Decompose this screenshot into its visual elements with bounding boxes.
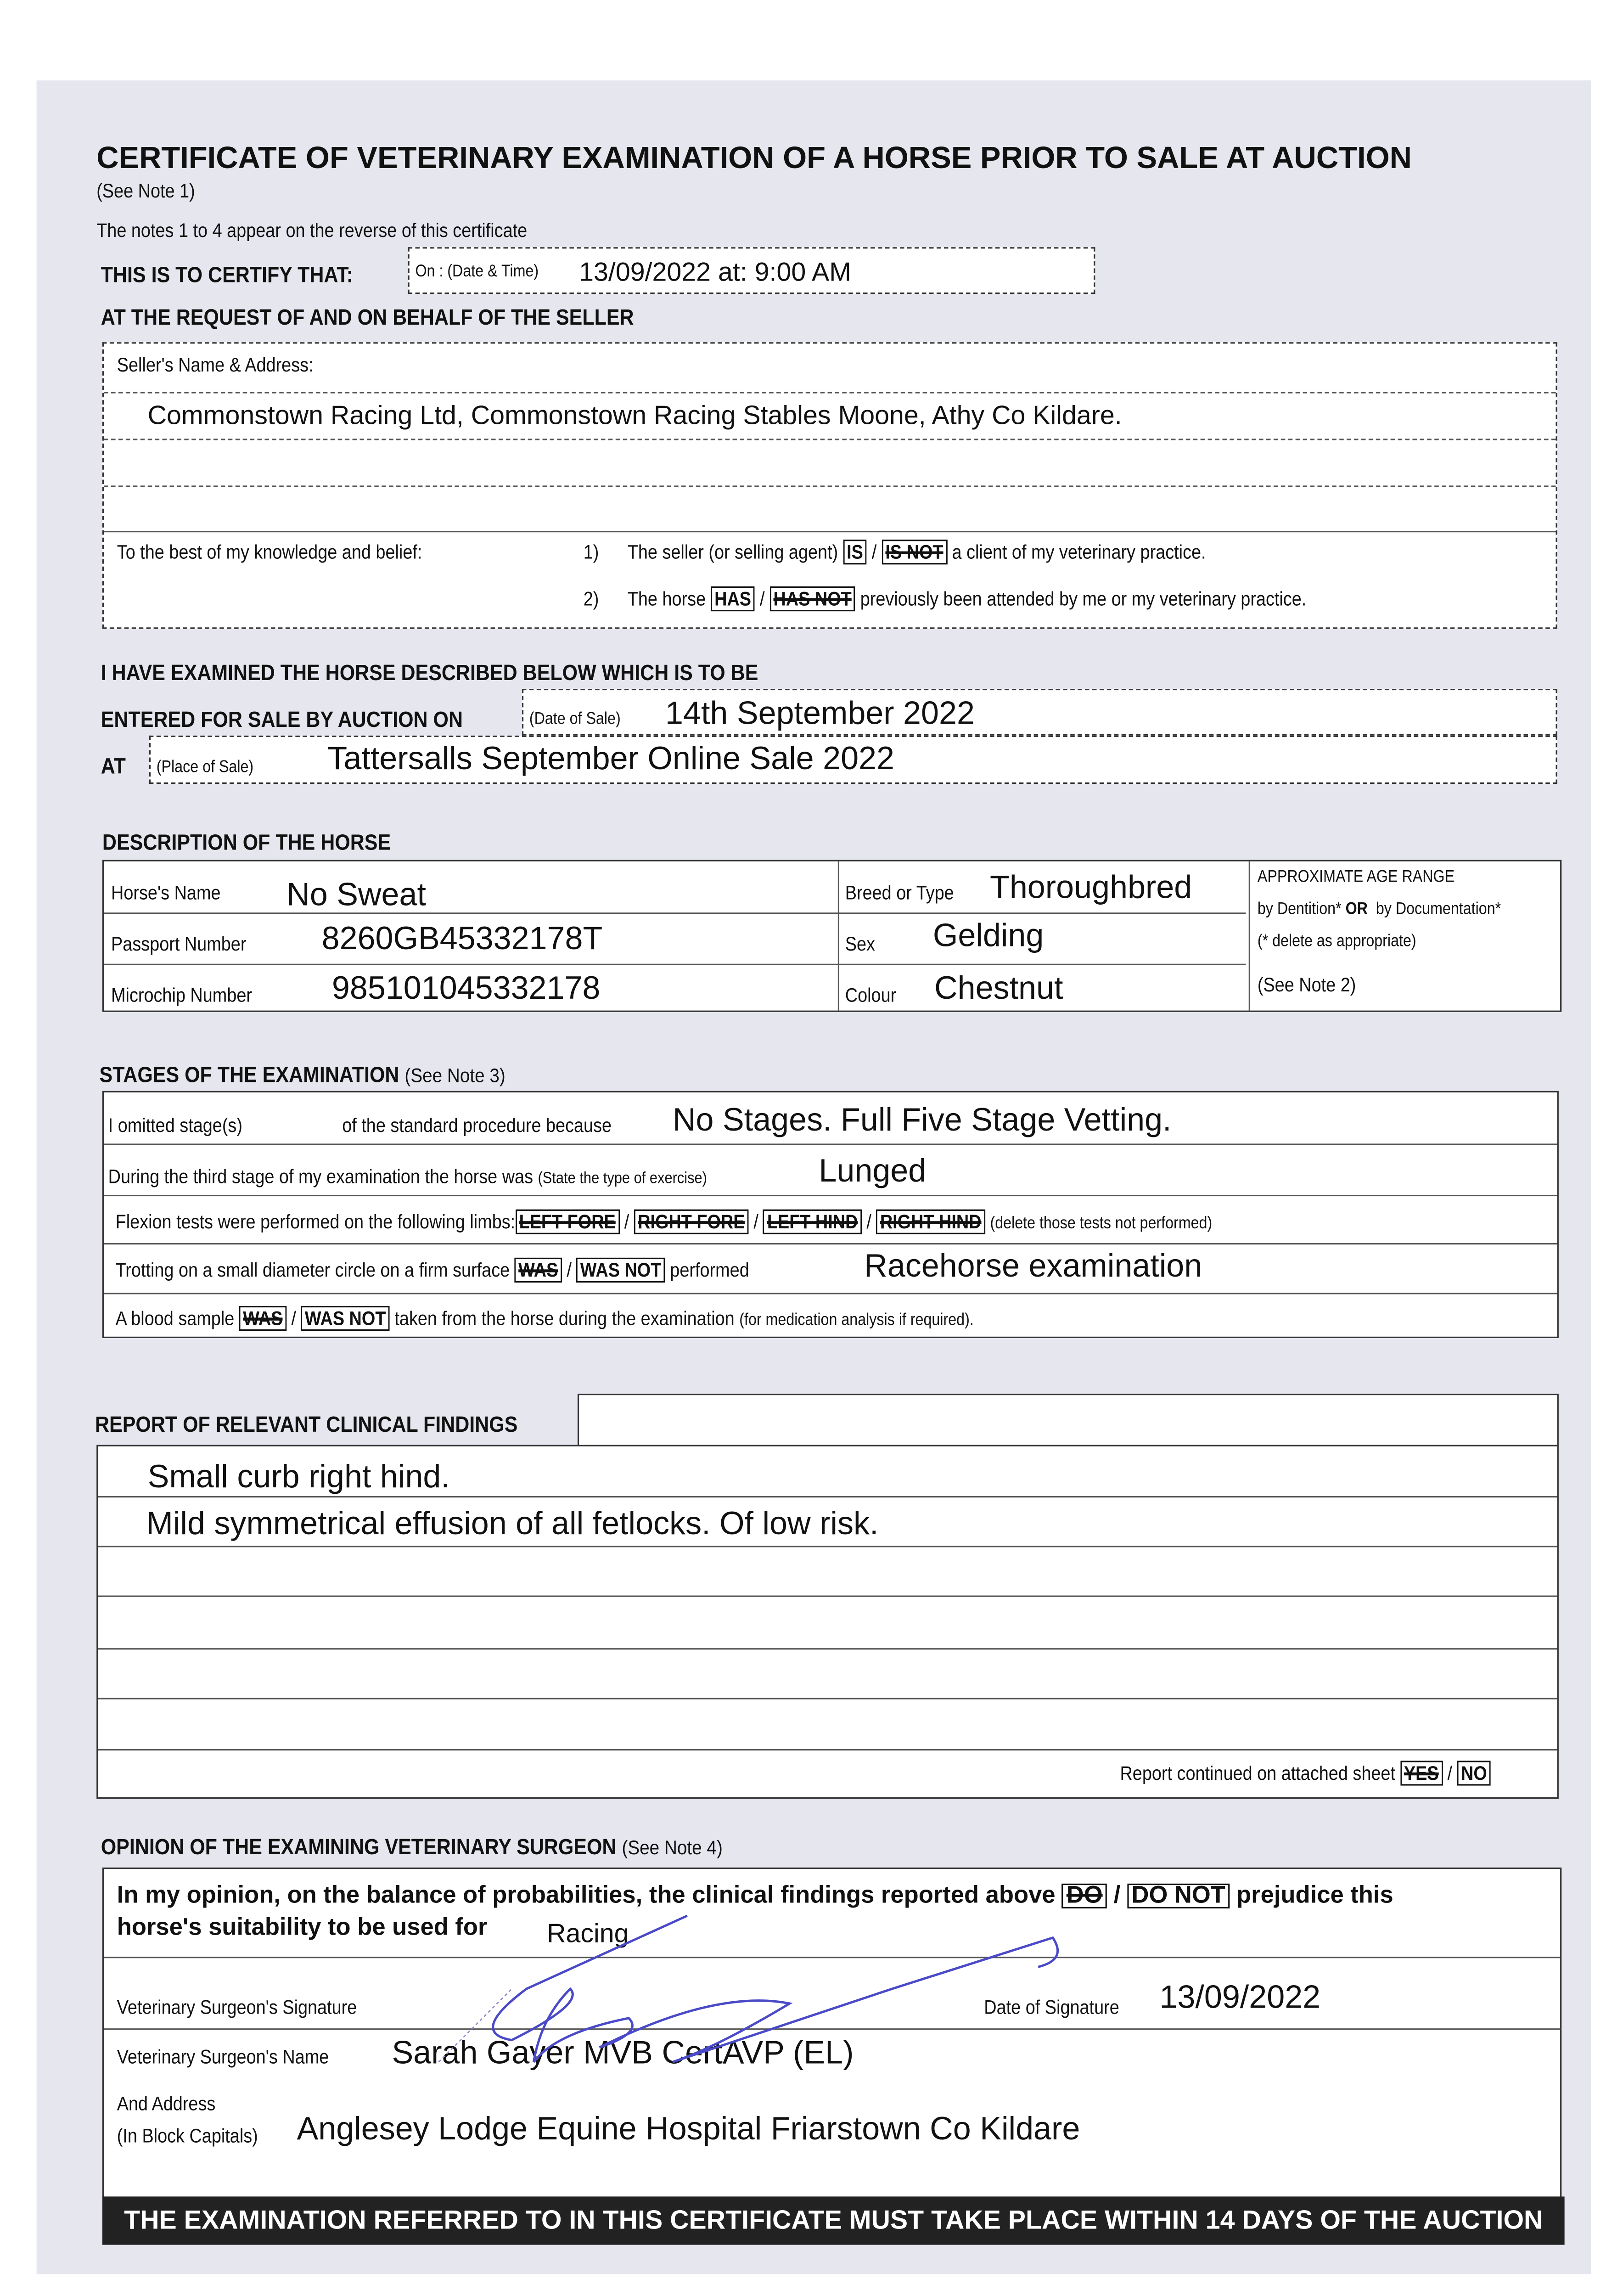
third-stage-label: During the third stage of my examination the horse was (State the type of exercise) [108,1165,707,1187]
horse-table [102,860,1561,1012]
age-delete-note: (* delete as appropriate) [1257,933,1416,951]
sale-date-value: 14th September 2022 [665,694,975,732]
address-note: (In Block Capitals) [117,2125,258,2147]
age-range-method: by Dentition* OR by Documentation* [1257,900,1501,918]
sale-place-value: Tattersalls September Online Sale 2022 [327,740,894,777]
blood-was-not-option[interactable]: WAS NOT [301,1306,389,1331]
microchip-label: Microchip Number [111,984,253,1007]
stages-heading: STAGES OF THE EXAMINATION (See Note 3) [99,1063,505,1088]
place-of-sale-label: (Place of Sale) [156,759,254,777]
date-of-sale-label: (Date of Sale) [529,710,621,728]
stages-table [102,1091,1559,1338]
left-fore-option[interactable]: LEFT FORE [515,1210,619,1234]
footer-notice: THE EXAMINATION REFERRED TO IN THIS CERTIFICATE MUST TAKE PLACE WITHIN 14 DAYS OF THE AUCTION [102,2196,1565,2245]
signature-scribble [424,1901,1097,2091]
age-see-note: (See Note 2) [1257,974,1356,996]
opinion-statement: In my opinion, on the balance of probabilities, the clinical findings reported above DO / DO NOT prejudice this [117,1882,1393,1909]
report-box[interactable] [96,1445,1559,1799]
has-not-option[interactable]: HAS NOT [769,586,855,611]
omitted-value[interactable]: No Stages. Full Five Stage Vetting. [672,1101,1172,1138]
flexion-row: Flexion tests were performed on the following limbs: LEFT FORE / RIGHT FORE / LEFT HIND / RIGHT HIND (delete those tests not performed) [116,1210,1213,1234]
has-option[interactable]: HAS [711,586,755,611]
seller-label: Seller's Name & Address: [117,354,314,376]
seller-value[interactable]: Commonstown Racing Ltd, Commonstown Racing Stables Moone, Athy Co Kildare. [147,400,1122,430]
seller-box [102,342,1557,629]
statement-1: 1) The seller (or selling agent) IS / IS NOT a client of my veterinary practice. [584,540,1206,564]
vet-name-label: Veterinary Surgeon's Name [117,2046,329,2068]
address-label: And Address [117,2093,216,2115]
certify-label: THIS IS TO CERTIFY THAT: [101,263,354,288]
do-not-option[interactable]: DO NOT [1127,1884,1230,1908]
suitability-text: horse's suitability to be used for [117,1914,488,1941]
right-hind-option[interactable]: RIGHT HIND [876,1210,985,1234]
horse-name-label: Horse's Name [111,882,221,904]
trot-row: Trotting on a small diameter circle on a firm surface WAS / WAS NOT performed [116,1258,749,1283]
horse-name-value[interactable]: No Sweat [286,876,426,913]
opinion-heading: OPINION OF THE EXAMINING VETERINARY SURGEON (See Note 4) [101,1835,723,1860]
blood-row: A blood sample WAS / WAS NOT taken from the horse during the examination (for medication analysis if required). [116,1306,974,1331]
description-heading: DESCRIPTION OF THE HORSE [102,830,391,856]
exam-datetime-field[interactable] [408,247,1095,294]
sale-date-field[interactable] [522,689,1557,736]
use-value[interactable]: Racing [547,1919,629,1948]
notes-line: The notes 1 to 4 appear on the reverse of this certificate [96,219,528,242]
left-hind-option[interactable]: LEFT HIND [763,1210,861,1234]
continued-no-option[interactable]: NO [1457,1761,1491,1785]
see-note-1: (See Note 1) [96,180,195,202]
colour-label: Colour [845,984,897,1007]
signature-label: Veterinary Surgeon's Signature [117,1996,357,2018]
sale-place-field[interactable] [149,736,1557,784]
omitted-label: I omitted stage(s) [108,1114,242,1137]
report-continued: Report continued on attached sheet YES / NO [1120,1761,1491,1785]
address-value[interactable]: Anglesey Lodge Equine Hospital Friarstown Co Kildare [297,2110,1080,2147]
vet-name-value[interactable]: Sarah Gayer MVB CertAVP (EL) [392,2034,854,2071]
report-header-box [578,1394,1559,1446]
microchip-value[interactable]: 985101045332178 [331,969,601,1007]
is-not-option[interactable]: IS NOT [882,540,947,564]
trot-was-option[interactable]: WAS [515,1258,562,1283]
do-option[interactable]: DO [1062,1884,1107,1908]
knowledge-label: To the best of my knowledge and belief: [117,541,422,563]
breed-value[interactable]: Thoroughbred [990,868,1192,906]
trot-was-not-option[interactable]: WAS NOT [576,1258,665,1283]
at-label: AT [101,754,126,780]
date-of-signature-label: Date of Signature [984,1996,1119,2018]
on-label: On : (Date & Time) [415,263,539,281]
right-fore-option[interactable]: RIGHT FORE [634,1210,749,1234]
examined-heading: I HAVE EXAMINED THE HORSE DESCRIBED BELOW WHICH IS TO BE [101,661,758,686]
sex-value[interactable]: Gelding [932,917,1044,954]
continued-yes-option[interactable]: YES [1400,1761,1443,1785]
age-range-title: APPROXIMATE AGE RANGE [1257,868,1455,886]
report-line-1: Small curb right hind. [147,1458,450,1495]
trot-value[interactable]: Racehorse examination [864,1247,1202,1284]
passport-value[interactable]: 8260GB45332178T [321,920,603,957]
sex-label: Sex [845,933,875,955]
entered-label: ENTERED FOR SALE BY AUCTION ON [101,708,463,733]
blood-was-option[interactable]: WAS [239,1306,286,1331]
exam-datetime-value: 13/09/2022 at: 9:00 AM [579,257,851,287]
page-title: CERTIFICATE OF VETERINARY EXAMINATION OF A HORSE PRIOR TO SALE AT AUCTION [96,141,1412,176]
breed-label: Breed or Type [845,882,954,904]
report-heading: REPORT OF RELEVANT CLINICAL FINDINGS [95,1412,518,1438]
colour-value[interactable]: Chestnut [934,969,1063,1007]
request-heading: AT THE REQUEST OF AND ON BEHALF OF THE SELLER [101,305,634,331]
date-of-signature-value[interactable]: 13/09/2022 [1159,1978,1321,2015]
passport-label: Passport Number [111,933,247,955]
report-line-2: Mild symmetrical effusion of all fetlocks. Of low risk. [146,1505,879,1542]
statement-2: 2) The horse HAS / HAS NOT previously been attended by me or my veterinary practice. [584,586,1307,611]
is-option[interactable]: IS [843,540,867,564]
because-label: of the standard procedure because [342,1114,612,1137]
third-stage-value[interactable]: Lunged [819,1152,927,1189]
